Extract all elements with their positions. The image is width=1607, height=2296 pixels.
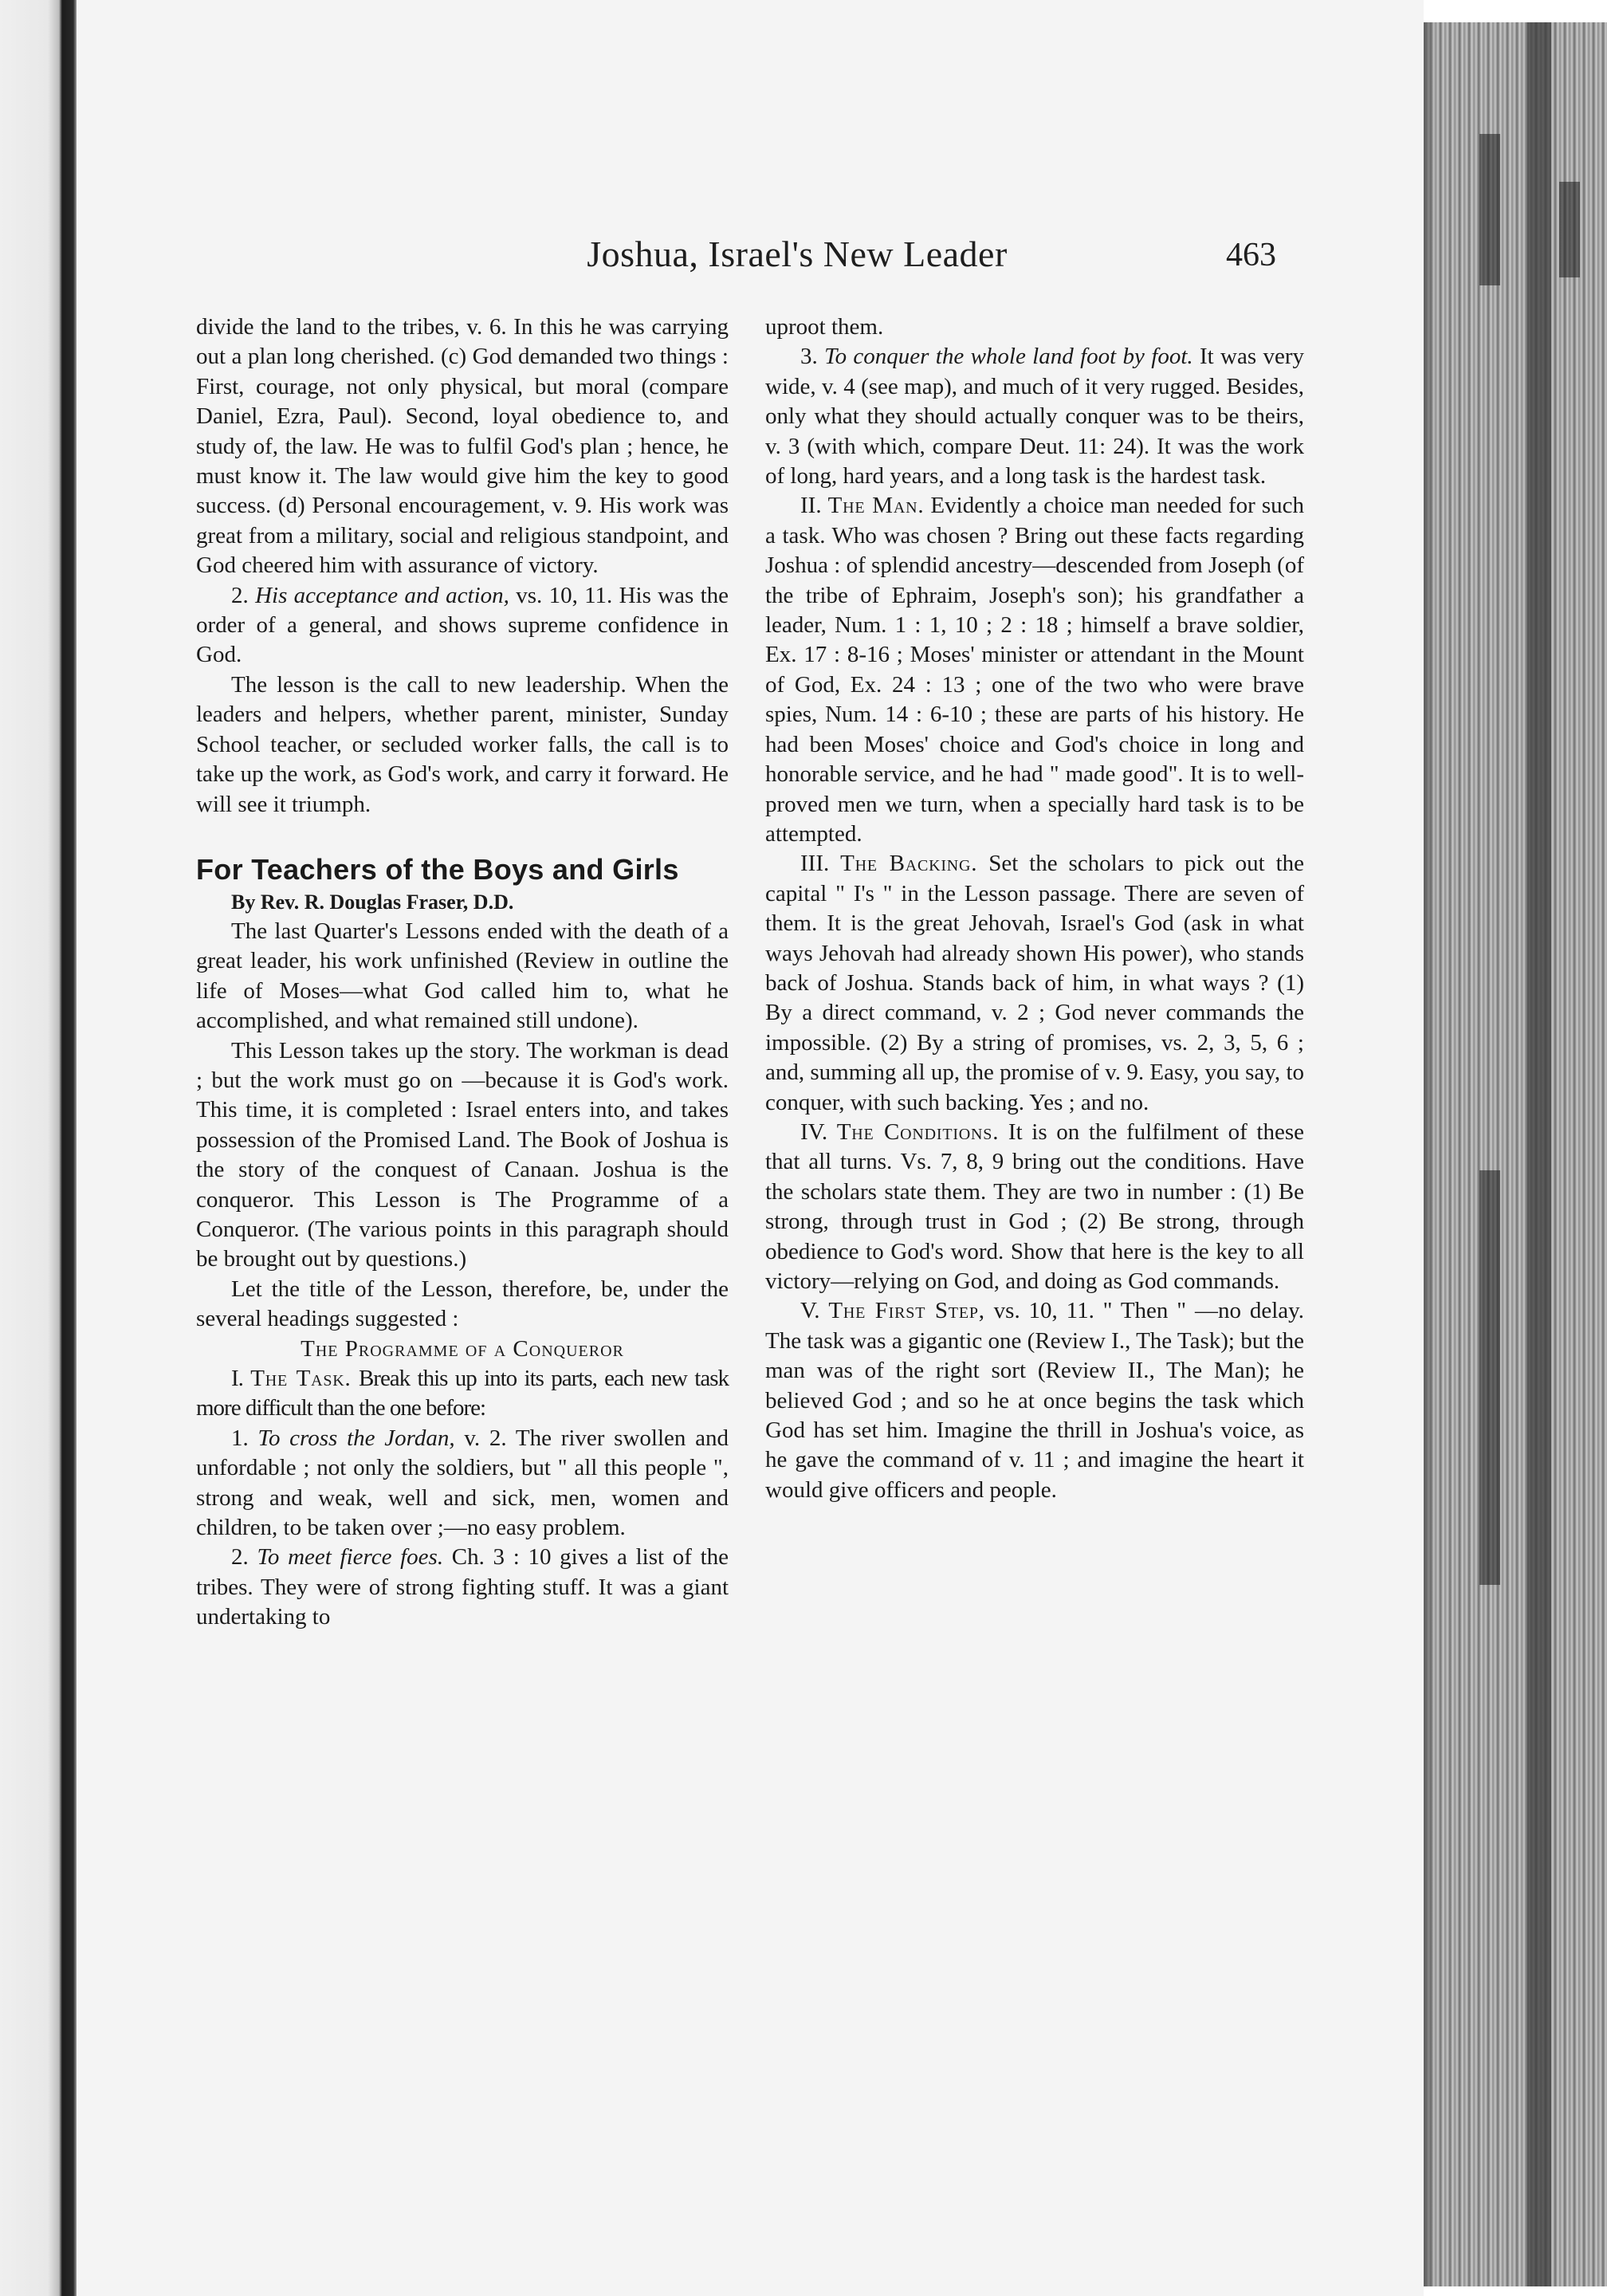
right-column [765,313,1304,1505]
paragraph: 2. To meet fierce foes. Ch. 3 : 10 gives a list of the tribes. They were of strong fighting stuff. It was a giant undertaking to [196,1544,729,1630]
paragraph: V. The First Step, vs. 10, 11. " Then " —no delay. The task was a gigantic one (Review I., The Task); but the man was of the right sort (Review II., The Man); he believed God ; and so he at once begins the task which God has set him. Imagine the thrill in Joshua's voice, as he gave the command of v. 11 ; and imagine the heart it would give officers and people. [765,1298,1304,1503]
page-block-edges [1424,22,1607,2286]
paragraph: Let the title of the Lesson, therefore, be, under the several headings suggested : [196,1276,729,1332]
section-heading: For Teachers of the Boys and Girls [196,852,679,886]
paragraph: I. The Task. Break this up into its parts, each new task more difficult than the one before: [196,1366,729,1421]
page-number: 463 [1226,237,1276,273]
paragraph: 2. His acceptance and action, vs. 10, 11. His was the order of a general, and shows supreme confidence in God. [196,582,729,668]
paragraph: III. The Backing. Set the scholars to pick out the capital " I's " in the Lesson passage. There are seven of them. It is the great Jehovah, Israel's God (ask in what ways Jehovah had already shown His power), who stands back of Joshua. Stands back of him, in what ways ? (1) By a direct command, v. 2 ; God never commands the impossible. (2) By a string of promises, vs. 2, 3, 5, 6 ; and, summing all up, the promise of v. 9. Easy, you say, to conquer, with such backing. Yes ; and no. [765,851,1305,1115]
paragraph: 1. To cross the Jordan, v. 2. The river swollen and unfordable ; not only the soldiers, but " all this people ", strong and weak, well and sick, men, women and children, to be taken over ;—no easy problem. [196,1425,729,1541]
thumb-index-mark [1559,182,1580,277]
thumb-index-mark [1479,1170,1500,1585]
gutter-shadow [1424,22,1435,2286]
subheading: The Programme of a Conqueror [301,1335,624,1362]
paragraph: This Lesson takes up the story. The workman is dead ; but the work must go on —because it is God's work. This time, it is completed : Israel enters into, and takes possession of the Promised Land. The Book of Joshua is the story of the conquest of Canaan. Joshua is the conqueror. This Lesson is The Programme of a Conqueror. (The various points in this paragraph should be brought out by questions.) [196,1037,729,1272]
paragraph: divide the land to the tribes, v. 6. In this he was carrying out a plan long cherished. (c) God demanded two things : First, courage, not only physical, but moral (compare Daniel, Ezra, Paul). Second, loyal obedience to, and study of, the law. He was to fulfil God's plan ; hence, he must know it. The law would give him the key to good success. (d) Personal encouragement, v. 9. His work was great from a military, social and religious standpoint, and God cheered him with assurance of victory. [196,314,729,579]
paragraph: The last Quarter's Lessons ended with the death of a great leader, his work unfinished (Review in outline the life of Moses—what God called him to, what he accomplished, and what remained still undone). [196,918,729,1034]
running-head: Joshua, Israel's New Leader [587,234,1008,274]
thumb-index-mark [1479,134,1500,285]
paragraph: The lesson is the call to new leadership. When the leaders and helpers, whether parent, minister, Sunday School teacher, or secluded worker falls, the call is to take up the work, as God's work, and carry it forward. He will see it triumph. [196,671,729,817]
left-column [196,313,729,1633]
page-edge-band [1527,22,1551,2286]
paragraph: 3. To conquer the whole land foot by foot. It was very wide, v. 4 (see map), and much of it very rugged. Besides, only what they should actually conquer was to be theirs, v. 3 (with which, compare Deut. 11: 24). It was the work of long, hard years, and a long task is the hardest task. [765,344,1305,489]
byline: By Rev. R. Douglas Fraser, D.D. [231,890,514,914]
facing-page-edge [0,0,77,2296]
paragraph: IV. The Conditions. It is on the fulfilment of these that all turns. Vs. 7, 8, 9 bring out the conditions. Have the scholars state them. They are two in number : (1) Be strong, through trust in God ; (2) Be strong, through obedience to God's word. Show that here is the key to all victory—relying on God, and doing as God commands. [765,1119,1305,1294]
paragraph: II. The Man. Evidently a choice man needed for such a task. Who was chosen ? Bring out these facts regarding Joshua : of splendid ancestry—descended from Joseph (of the tribe of Ephraim, Joseph's son); his grandfather a leader, Num. 1 : 1, 10 ; 2 : 18 ; himself a brave soldier, Ex. 17 : 8-16 ; Moses' minister or attendant in the Mount of God, Ex. 24 : 13 ; one of the two who were brave spies, Num. 14 : 6-10 ; these are parts of his history. He had been Moses' choice and God's choice in long and honorable service, and he had " made good". It is to well-proved men we turn, when a specially hard task is to be attempted. [765,493,1304,847]
paragraph: uproot them. [765,314,884,340]
